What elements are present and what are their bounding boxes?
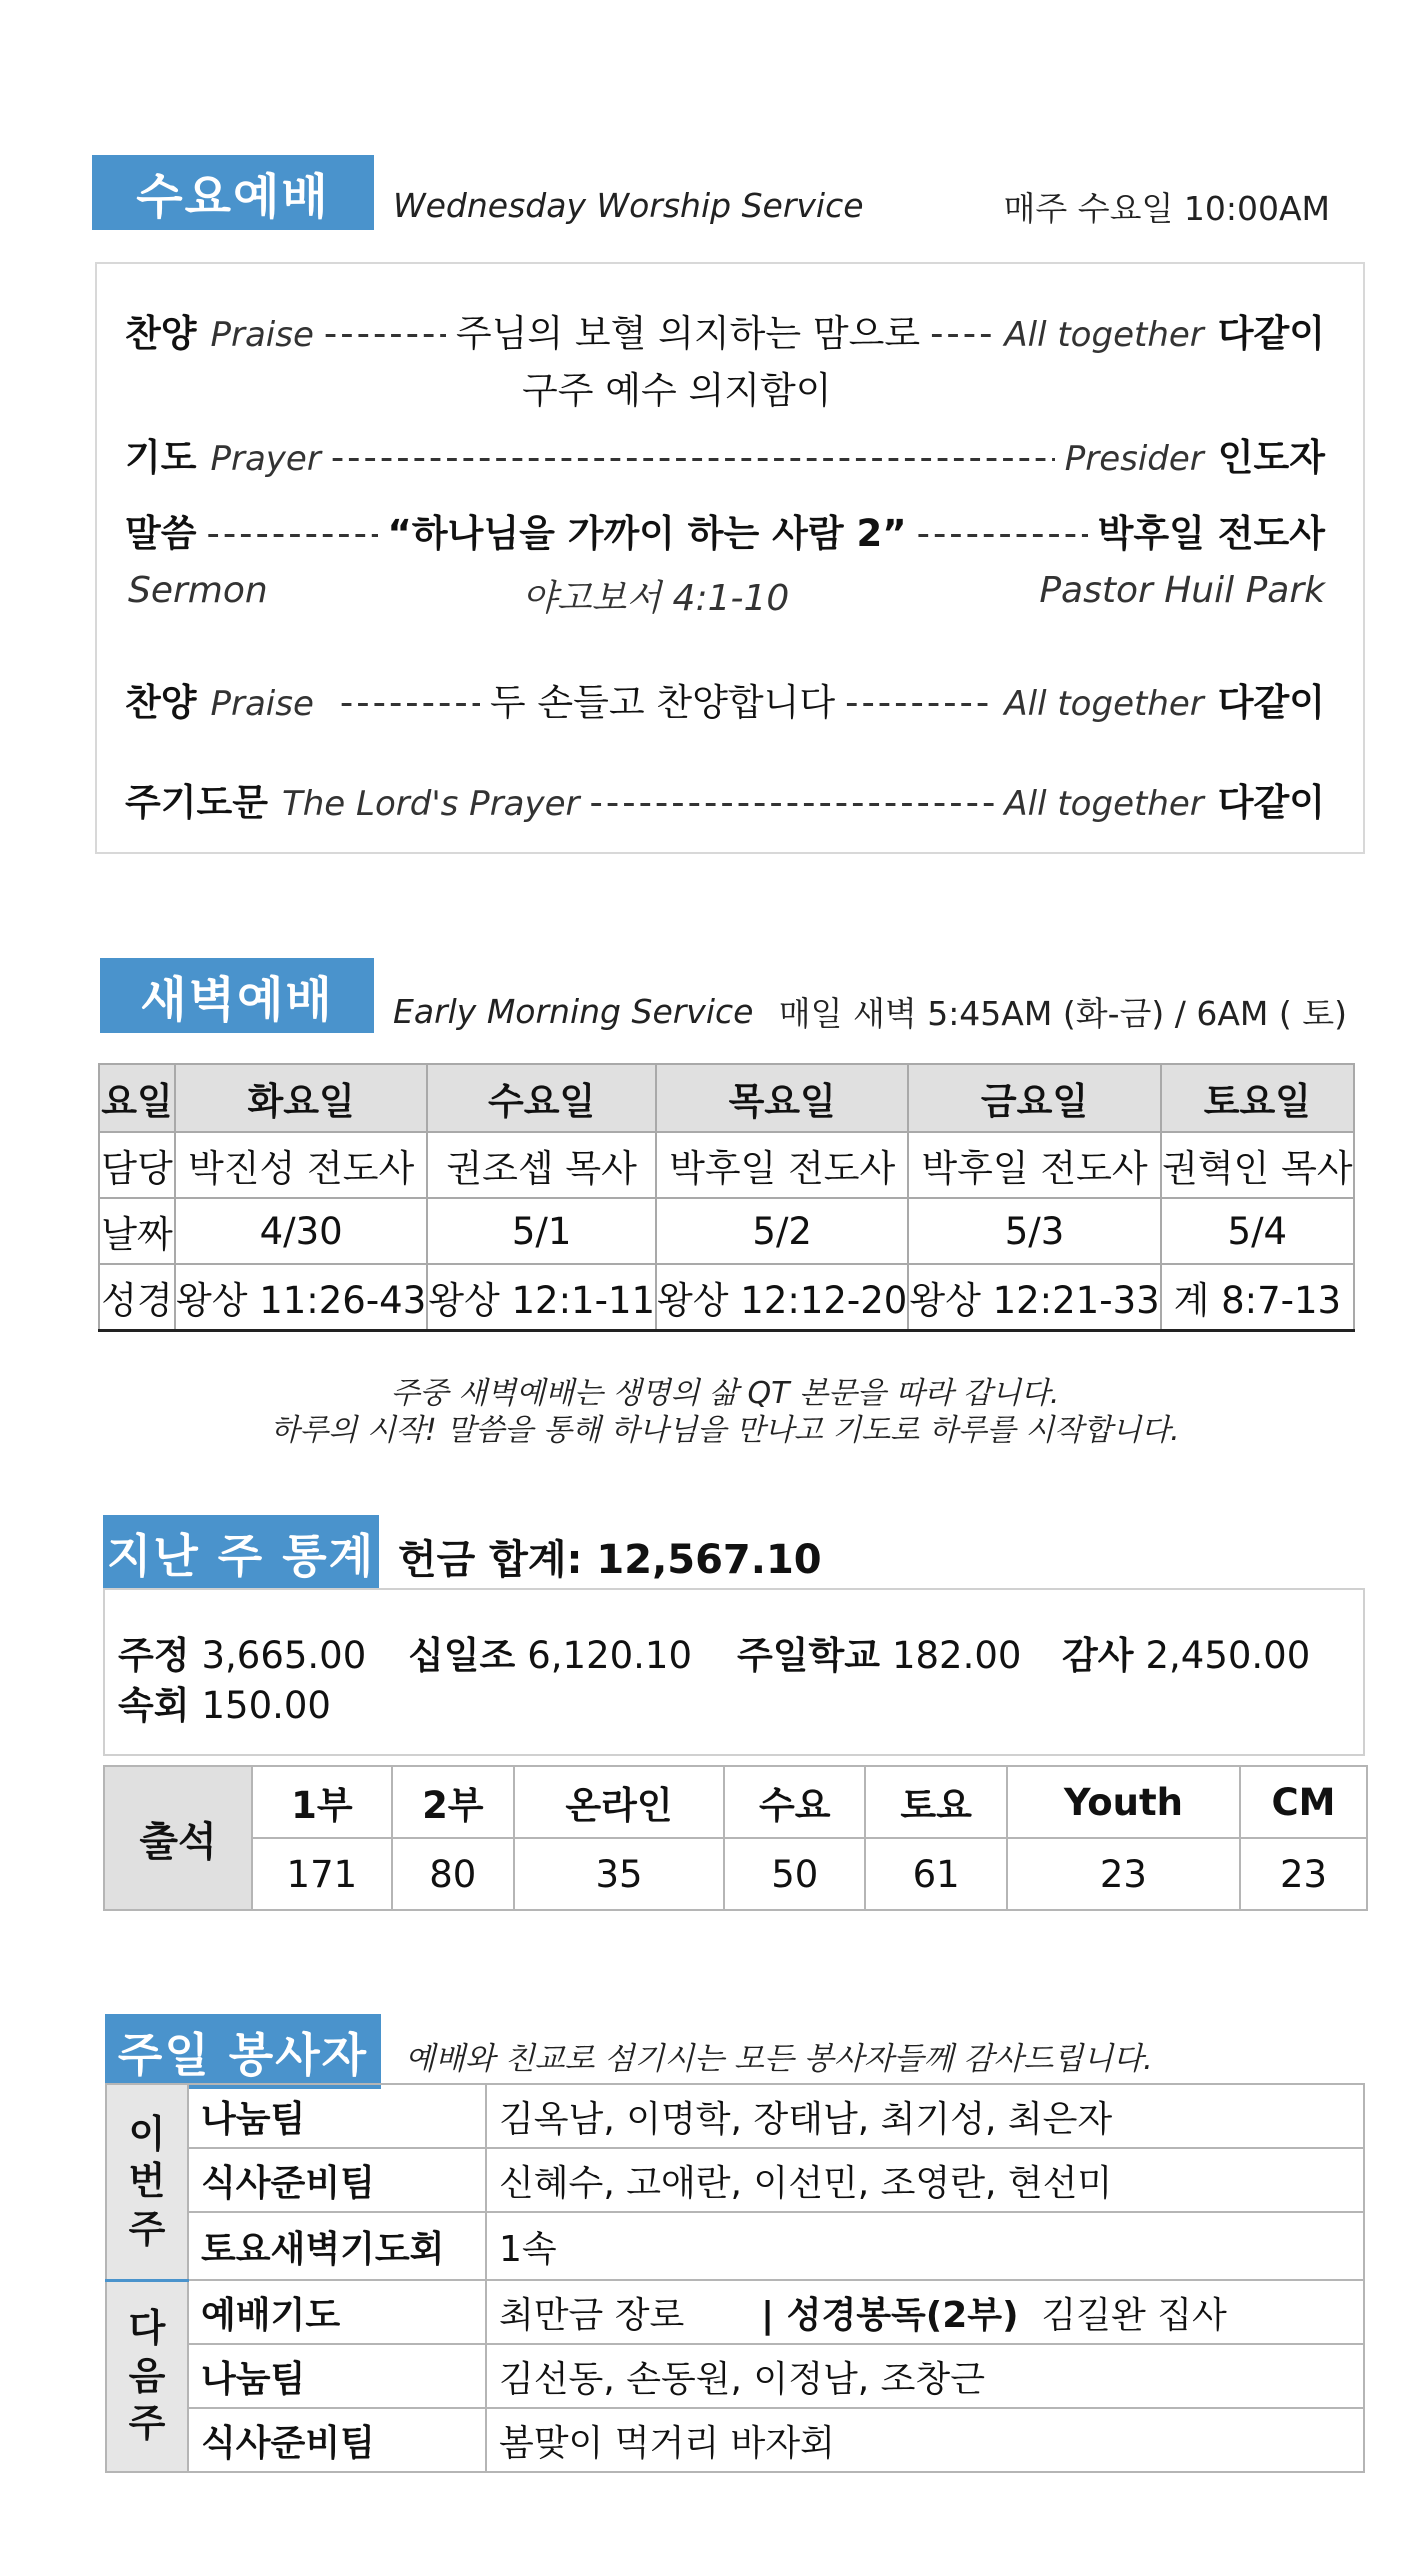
- dawn-subtitle: Early Morning Service: [393, 992, 754, 1031]
- attendance-value: 61: [865, 1838, 1006, 1910]
- program-by-en: All together: [1004, 784, 1204, 824]
- volunteer-names: 봄맞이 먹거리 바자회: [486, 2408, 1364, 2472]
- sermon-by-en: Pastor Huil Park: [1039, 570, 1325, 611]
- dawn-header-cell: 금요일: [908, 1064, 1160, 1132]
- this-week-label: 이 번 주: [106, 2084, 188, 2280]
- volunteer-role: 나눔팀: [188, 2084, 486, 2148]
- attendance-value: 171: [252, 1838, 392, 1910]
- sermon-label-en: Sermon: [128, 570, 268, 611]
- program-by: 박후일 전도사: [1097, 512, 1325, 555]
- table-cell: 왕상 11:26-43: [175, 1264, 427, 1331]
- program-line-prayer: [125, 427, 1325, 481]
- program-label-en: Praise: [210, 684, 314, 724]
- stats-badge: 지난 주 통계: [103, 1515, 379, 1590]
- program-label: 기도: [125, 436, 197, 479]
- dawn-header-cell: 수요일: [427, 1064, 656, 1132]
- program-by-en: All together: [1004, 315, 1204, 355]
- sermon-scripture: 야고보서 4:1-10: [522, 578, 790, 619]
- dawn-note-2: 하루의 시작! 말씀을 통해 하나님을 만나고 기도로 하루를 시작합니다.: [270, 1413, 1180, 1448]
- dawn-header-cell: 목요일: [656, 1064, 908, 1132]
- table-row: [99, 1264, 1354, 1331]
- table-cell: 5/1: [427, 1198, 656, 1264]
- offering-label: 감사: [1062, 1634, 1134, 1677]
- dawn-header-cell: 화요일: [175, 1064, 427, 1132]
- hymn-title: 주님의 보혈 의지하는 맘으로: [455, 312, 921, 355]
- sermon-title: “하나님을 가까이 하는 사람 2”: [387, 512, 907, 555]
- volunteers-badge: 주일 봉사자: [105, 2014, 381, 2089]
- dawn-time: 매일 새벽 5:45AM (화-금) / 6AM ( 토): [778, 994, 1347, 1033]
- volunteer-role: 식사준비팀: [188, 2148, 486, 2212]
- volunteer-names-cell: [486, 2280, 1364, 2344]
- program-line-praise-2: [125, 672, 1325, 726]
- program-by-en: All together: [1004, 684, 1204, 724]
- volunteer-role: 예배기도: [188, 2280, 486, 2344]
- offering-value: 182.00: [891, 1634, 1022, 1677]
- extra-names: 김길완 집사: [1041, 2294, 1227, 2336]
- program-label: 주기도문: [125, 781, 268, 824]
- wednesday-time: 매주 수요일 10:00AM: [1003, 189, 1330, 228]
- volunteer-names: 김옥남, 이명학, 장태남, 최기성, 최은자: [486, 2084, 1364, 2148]
- offering-label: 속회: [118, 1684, 190, 1727]
- attendance-header: 온라인: [514, 1766, 724, 1838]
- row-label: 담당: [99, 1132, 175, 1198]
- table-cell: 5/3: [908, 1198, 1160, 1264]
- attendance-value-row: [104, 1838, 1367, 1910]
- table-cell: 5/4: [1161, 1198, 1354, 1264]
- volunteer-names: 1속: [486, 2212, 1364, 2280]
- wednesday-badge: 수요예배: [92, 155, 374, 230]
- program-label: 찬양: [125, 312, 197, 355]
- offering-item: [408, 1625, 692, 1679]
- offering-value: 2,450.00: [1145, 1634, 1311, 1677]
- offering-value: 6,120.10: [527, 1634, 692, 1677]
- attendance-value: 23: [1007, 1838, 1240, 1910]
- volunteer-names: 김선동, 손동원, 이정남, 조창근: [486, 2344, 1364, 2408]
- attendance-header: 수요: [724, 1766, 865, 1838]
- table-cell: 박진성 전도사: [175, 1132, 427, 1198]
- volunteer-names: 최만금 장로: [499, 2294, 685, 2336]
- attendance-header: 2부: [392, 1766, 514, 1838]
- offering-item: [737, 1625, 1021, 1679]
- volunteer-role: 식사준비팀: [188, 2408, 486, 2472]
- program-by: 다같이: [1217, 781, 1325, 824]
- hymn-title: 두 손들고 찬양합니다: [489, 681, 836, 724]
- offering-item: [118, 1675, 331, 1729]
- program-line-sermon: [125, 503, 1325, 557]
- attendance-header: 1부: [252, 1766, 392, 1838]
- row-label: 날짜: [99, 1198, 175, 1264]
- program-label-en: Praise: [210, 315, 314, 355]
- attendance-header: 토요: [865, 1766, 1006, 1838]
- table-row: [106, 2148, 1364, 2212]
- program-line-praise-1: [125, 303, 1325, 357]
- table-cell: 왕상 12:1-11: [427, 1264, 656, 1331]
- table-cell: 박후일 전도사: [656, 1132, 908, 1198]
- table-row: [106, 2212, 1364, 2280]
- offering-value: 150.00: [201, 1684, 331, 1727]
- table-row: [106, 2344, 1364, 2408]
- table-cell: 박후일 전도사: [908, 1132, 1160, 1198]
- table-row: [106, 2084, 1364, 2148]
- attendance-value: 35: [514, 1838, 724, 1910]
- volunteer-role: 토요새벽기도회: [188, 2212, 486, 2280]
- volunteers-subtitle: 예배와 친교로 섬기시는 모든 봉사자들께 감사드립니다.: [405, 2041, 1153, 2077]
- program-line-lords-prayer: [125, 772, 1325, 826]
- table-cell: 5/2: [656, 1198, 908, 1264]
- offering-item: [1062, 1625, 1310, 1679]
- table-row: [99, 1198, 1354, 1264]
- dawn-badge: 새벽예배: [100, 958, 374, 1033]
- attendance-value: 50: [724, 1838, 865, 1910]
- row-label: 성경: [99, 1264, 175, 1331]
- dawn-header-cell: 요일: [99, 1064, 175, 1132]
- program-by: 다같이: [1217, 681, 1325, 724]
- attendance-header-row: [104, 1766, 1367, 1838]
- attendance-value: 80: [392, 1838, 514, 1910]
- volunteer-names: 신혜수, 고애란, 이선민, 조영란, 현선미: [486, 2148, 1364, 2212]
- program-label: 찬양: [125, 681, 197, 724]
- attendance-label: 출석: [104, 1766, 252, 1910]
- dawn-schedule-table: [98, 1063, 1355, 1332]
- program-by: 인도자: [1217, 436, 1325, 479]
- wednesday-subtitle: Wednesday Worship Service: [393, 186, 864, 225]
- dawn-header-cell: 토요일: [1161, 1064, 1354, 1132]
- table-cell: 왕상 12:21-33: [908, 1264, 1160, 1331]
- program-label-en: The Lord's Prayer: [281, 784, 580, 824]
- program-label: 말씀: [125, 512, 197, 555]
- volunteers-table: [105, 2083, 1365, 2473]
- program-by-en: Presider: [1064, 439, 1204, 479]
- offering-label: 주정: [118, 1634, 190, 1677]
- table-cell: 권혁인 목사: [1161, 1132, 1354, 1198]
- program-by: 다같이: [1217, 312, 1325, 355]
- hymn-title-line2: 구주 예수 의지함이: [522, 369, 832, 412]
- offering-total: 헌금 합계: 12,567.10: [398, 1537, 822, 1583]
- table-cell: 계 8:7-13: [1161, 1264, 1354, 1331]
- volunteer-role: 나눔팀: [188, 2344, 486, 2408]
- table-cell: 왕상 12:12-20: [656, 1264, 908, 1331]
- table-row: [106, 2280, 1364, 2344]
- attendance-header: Youth: [1007, 1766, 1240, 1838]
- offering-label: 십일조: [408, 1634, 516, 1677]
- table-row: [106, 2408, 1364, 2472]
- dawn-header-row: [99, 1064, 1354, 1132]
- program-label-en: Prayer: [210, 439, 321, 479]
- dawn-note-1: 주중 새벽예배는 생명의 삶 QT 본문을 따라 갑니다.: [390, 1376, 1060, 1411]
- next-week-label: 다 음 주: [106, 2280, 188, 2472]
- offering-label: 주일학교: [737, 1634, 880, 1677]
- offering-item: [118, 1625, 366, 1679]
- attendance-header: CM: [1240, 1766, 1367, 1838]
- table-cell: 권조셉 목사: [427, 1132, 656, 1198]
- table-row: [99, 1132, 1354, 1198]
- attendance-table: [103, 1765, 1368, 1911]
- attendance-value: 23: [1240, 1838, 1367, 1910]
- offering-value: 3,665.00: [201, 1634, 367, 1677]
- extra-role: | 성경봉독(2부): [761, 2294, 1019, 2336]
- table-cell: 4/30: [175, 1198, 427, 1264]
